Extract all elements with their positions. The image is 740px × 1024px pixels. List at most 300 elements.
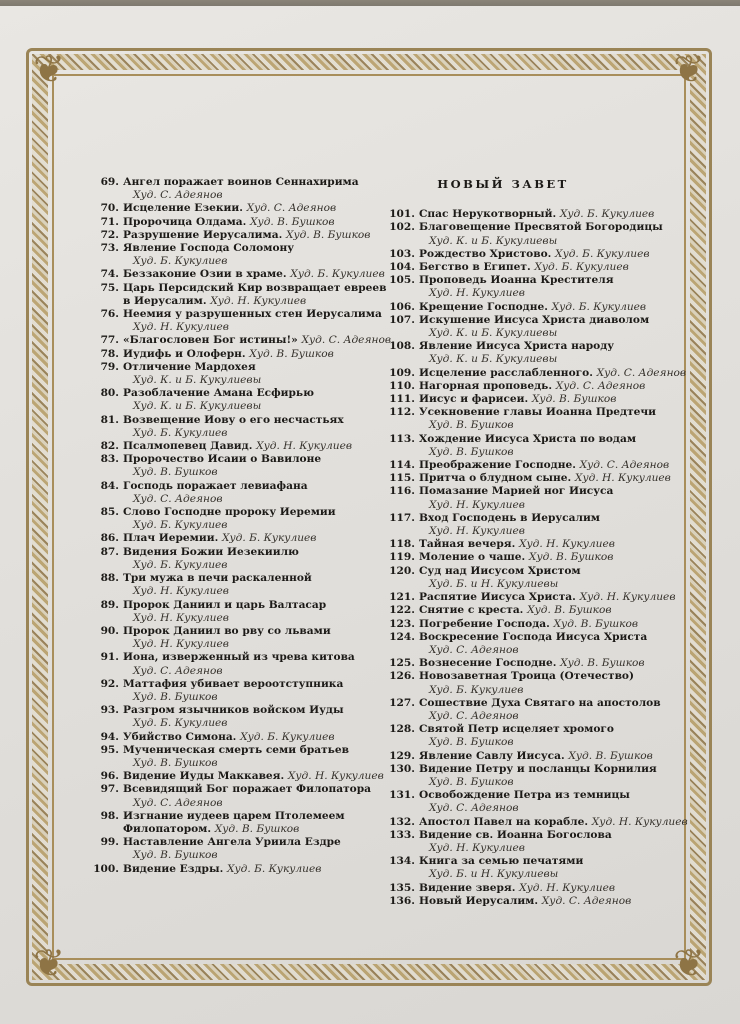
entry-number: 110. [389, 379, 415, 392]
entry-number: 75. [100, 281, 119, 294]
list-item [388, 393, 688, 406]
list-item [388, 604, 688, 617]
list-item [92, 216, 392, 229]
entry-title: Разоблачение Амана Есфирью [123, 387, 314, 400]
list-item [92, 651, 392, 677]
list-item [388, 512, 688, 538]
entry-artist: Худ. С. Адеянов [301, 334, 391, 347]
list-item [388, 723, 688, 749]
frame-corner-ornament: ❦ [673, 941, 705, 985]
entry-title: Новозаветная Троица (Отечество) [419, 670, 635, 683]
entry-title: Воскресение Господа Иисуса Христа [419, 630, 648, 643]
entry-second-line [419, 578, 688, 591]
entry-title: Видение Петру и посланцы Корнилия [419, 762, 657, 775]
list-item [388, 340, 688, 366]
entry-title: Убийство Симона. [123, 730, 241, 743]
list-item [388, 829, 688, 855]
list-item [92, 480, 392, 506]
entry-text [419, 750, 688, 763]
entry-title: Видения Божии Иезекиилю [123, 545, 299, 558]
entry-text [419, 380, 688, 393]
entry-artist: Худ. В. Бушков [568, 749, 653, 762]
entry-second-line [419, 710, 688, 723]
entry-artist: Худ. Б. Кукулиев [429, 683, 524, 696]
entry-artist: Худ. В. Бушков [133, 849, 218, 862]
entry-number: 104. [389, 261, 415, 274]
list-item [388, 565, 688, 591]
entry-number: 102. [389, 221, 415, 234]
entry-artist: Худ. Б. Кукулиев [133, 717, 228, 730]
entry-title: Отличение Мардохея [123, 360, 256, 373]
entry-title: Помазание Марией ног Иисуса [419, 485, 614, 498]
entry-number: 125. [389, 657, 415, 670]
entry-second-line [123, 665, 392, 678]
entry-text [419, 301, 688, 314]
entry-title: Наставление Ангела Уриила Ездре [123, 836, 341, 849]
entry-number: 126. [389, 670, 415, 683]
entry-second-line [123, 585, 392, 598]
entry-artist: Худ. Б. Кукулиев [221, 532, 317, 545]
entry-text [123, 414, 392, 440]
entry-text [419, 895, 688, 908]
entry-second-line [123, 466, 392, 479]
entry-title: Моление о чаше. [419, 551, 529, 564]
entry-artist: Худ. С. Адеянов [596, 366, 687, 379]
entry-text [419, 472, 688, 485]
entry-text [419, 763, 688, 789]
list-item [388, 261, 688, 274]
entry-second-line [123, 400, 392, 413]
entry-number: 78. [100, 347, 119, 360]
list-item [388, 657, 688, 670]
entry-second-line [419, 499, 688, 512]
entry-title: Суд над Иисусом Христом [419, 564, 581, 577]
entry-artist: Худ. С. Адеянов [133, 664, 223, 677]
list-item [388, 855, 688, 881]
entry-artist: Худ. Н. Кукулиев [429, 841, 525, 854]
entry-artist: Худ. С. Адеянов [429, 643, 519, 656]
entry-title: Освобождение Петра из темницы [419, 789, 630, 802]
entry-title: Тайная вечеря. [419, 538, 519, 551]
list-item [388, 618, 688, 631]
entry-second-line [419, 419, 688, 432]
entry-second-line [123, 757, 392, 770]
entry-text [419, 604, 688, 617]
entry-title: Усекновение главы Иоанна Предтечи [419, 406, 657, 419]
entry-artist: Худ. Б. и Н. Кукулиевы [429, 868, 559, 881]
entry-number: 113. [389, 432, 415, 445]
list-item [92, 731, 392, 744]
entry-text [419, 618, 688, 631]
entry-artist: Худ. В. Бушков [429, 445, 514, 458]
entry-text [419, 261, 688, 274]
entry-artist: Худ. Н. Кукулиев [574, 472, 671, 485]
entry-title: Видение Ездры. [123, 862, 227, 875]
list-item [92, 810, 392, 836]
entry-number: 109. [389, 366, 415, 379]
list-item [388, 763, 688, 789]
entry-second-line [123, 691, 392, 704]
entry-text [123, 348, 392, 361]
entry-second-line [123, 519, 392, 532]
entry-text [419, 697, 688, 723]
entry-number: 94. [100, 730, 119, 743]
entry-second-line [123, 295, 392, 308]
list-item [388, 750, 688, 763]
entry-text [123, 176, 392, 202]
list-item [92, 704, 392, 730]
entry-title: Неемия у разрушенных стен Иерусалима [123, 308, 382, 321]
entry-second-line [419, 525, 688, 538]
entry-title: Маттафия убивает вероотступника [123, 677, 344, 690]
entry-text [123, 229, 392, 242]
entry-title: Вход Господень в Иерусалим [419, 511, 600, 524]
entry-text [419, 485, 688, 511]
entry-number: 136. [389, 894, 415, 907]
entry-text [419, 855, 688, 881]
entry-number: 88. [100, 572, 119, 585]
entry-text [123, 532, 392, 545]
entry-title: Беззаконие Озии в храме. [123, 268, 291, 281]
entry-number: 117. [389, 511, 415, 524]
list-item [388, 472, 688, 485]
entry-number: 69. [100, 176, 119, 188]
entry-number: 99. [100, 836, 119, 849]
entry-text [123, 506, 392, 532]
entry-number: 118. [389, 538, 415, 551]
entry-text [123, 440, 392, 453]
entry-number: 101. [389, 208, 415, 221]
entry-text [123, 387, 392, 413]
entry-title: Пророк Даниил во рву со львами [123, 624, 331, 637]
list-item [92, 348, 392, 361]
entry-title: Псалмопевец Давид. [123, 440, 257, 453]
entry-artist: Худ. С. Адеянов [579, 459, 670, 472]
list-item [92, 532, 392, 545]
list-item [388, 459, 688, 472]
entry-text [419, 433, 688, 459]
list-item [92, 361, 392, 387]
list-item [388, 485, 688, 511]
entry-text [123, 863, 392, 876]
entry-number: 74. [100, 268, 119, 281]
entry-title: Рождество Христово. [419, 247, 556, 260]
entry-title: Пророчество Исаии о Вавилоне [123, 453, 322, 466]
entry-title: Преображение Господне. [419, 459, 580, 472]
entry-number: 131. [389, 789, 415, 802]
entry-artist: Худ. В. Бушков [429, 736, 514, 749]
frame-corner-ornament: ❦ [673, 47, 705, 91]
entry-number: 127. [389, 696, 415, 709]
entry-title: Плач Иеремии. [123, 532, 222, 545]
entry-artist: Худ. Б. Кукулиев [551, 300, 647, 313]
list-item [92, 770, 392, 783]
entry-title: Явление Иисуса Христа народу [419, 340, 615, 353]
list-item [388, 895, 688, 908]
entry-second-line [123, 255, 392, 268]
list-item [388, 301, 688, 314]
entry-text [123, 202, 392, 215]
entry-artist: Худ. Н. Кукулиев [133, 611, 229, 624]
entry-title: Бегство в Египет. [419, 261, 535, 274]
entry-title: Пророчица Олдама. [123, 215, 251, 228]
entry-title: Апостол Павел на корабле. [419, 815, 592, 828]
list-item [92, 863, 392, 876]
entry-second-line [419, 287, 688, 300]
entry-text [123, 334, 392, 347]
section-heading: НОВЫЙ ЗАВЕТ [437, 177, 569, 191]
entry-second-line [419, 644, 688, 657]
entry-second-line [419, 353, 688, 366]
entry-title: Исцеление расслабленного. [419, 366, 597, 379]
entry-artist: Худ. С. Адеянов [133, 189, 223, 202]
entry-second-line [123, 849, 392, 862]
entry-artist: Худ. С. Адеянов [429, 802, 519, 815]
list-item [388, 367, 688, 380]
entry-second-line [123, 493, 392, 506]
entry-number: 85. [100, 506, 119, 519]
entry-artist: Худ. К. и Б. Кукулиевы [429, 234, 558, 247]
list-item [388, 551, 688, 564]
entry-text [123, 572, 392, 598]
entry-number: 95. [100, 743, 119, 756]
list-item [92, 308, 392, 334]
entry-number: 124. [389, 630, 415, 643]
entry-text [419, 789, 688, 815]
entry-number: 70. [100, 202, 119, 215]
entry-text [419, 248, 688, 261]
entry-text [419, 816, 688, 829]
entry-title-continued: Филопатором. [123, 822, 215, 835]
entry-title: Распятие Иисуса Христа. [419, 591, 580, 604]
entry-number: 111. [389, 393, 415, 406]
entry-title: Видение Иуды Маккавея. [123, 770, 288, 783]
entry-text [419, 538, 688, 551]
entry-artist: Худ. В. Бушков [133, 756, 218, 769]
entry-artist: Худ. Н. Кукулиев [287, 770, 384, 783]
entry-text [419, 512, 688, 538]
entry-text [123, 480, 392, 506]
entry-number: 84. [100, 479, 119, 492]
list-item [388, 538, 688, 551]
entry-artist: Худ. Н. Кукулиев [579, 591, 676, 604]
entry-text [123, 308, 392, 334]
entry-title: Спас Нерукотворный. [419, 208, 560, 221]
entry-artist: Худ. В. Бушков [531, 393, 617, 406]
entry-number: 114. [389, 459, 415, 472]
entry-artist: Худ. С. Адеянов [555, 379, 646, 392]
entry-title: Вознесение Господне. [419, 657, 561, 670]
entry-second-line [419, 802, 688, 815]
entry-number: 108. [389, 340, 415, 353]
entry-text [123, 242, 392, 268]
entry-second-line [123, 717, 392, 730]
entry-number: 135. [389, 881, 415, 894]
entry-artist: Худ. В. Бушков [560, 657, 645, 670]
list-item [92, 625, 392, 651]
entry-title-continued: в Иерусалим. [123, 294, 211, 307]
list-item [388, 631, 688, 657]
entry-artist: Худ. В. Бушков [429, 419, 514, 432]
list-item [92, 678, 392, 704]
entry-number: 89. [100, 598, 119, 611]
entry-title: Разгром язычников войском Иуды [123, 704, 344, 717]
list-item [388, 789, 688, 815]
entry-text [419, 657, 688, 670]
entry-second-line [123, 559, 392, 572]
entry-number: 73. [100, 242, 119, 255]
entry-title: Явление Савлу Иисуса. [419, 749, 569, 762]
entry-title: Царь Персидский Кир возвращает евреев [123, 281, 387, 294]
entry-artist: Худ. К. и Б. Кукулиевы [133, 400, 262, 413]
list-item [388, 882, 688, 895]
entry-number: 106. [389, 300, 415, 313]
entry-number: 98. [100, 809, 119, 822]
list-item [388, 208, 688, 221]
list-item [92, 744, 392, 770]
entry-text [419, 221, 688, 247]
entry-number: 80. [100, 387, 119, 400]
entry-artist: Худ. Н. Кукулиев [210, 294, 307, 307]
entry-artist: Худ. В. Бушков [527, 604, 612, 617]
entry-artist: Худ. В. Бушков [133, 690, 218, 703]
entry-text [123, 268, 392, 281]
list-item [92, 268, 392, 281]
entry-title: Исцеление Езекии. [123, 202, 247, 215]
entry-artist: Худ. К. и Б. Кукулиевы [429, 327, 558, 340]
entry-number: 96. [100, 770, 119, 783]
entry-text [419, 314, 688, 340]
entry-second-line [123, 374, 392, 387]
entry-title: «Благословен Бог истины!» [123, 334, 302, 347]
entry-artist: Худ. К. и Б. Кукулиевы [133, 374, 262, 387]
entry-number: 83. [100, 453, 119, 466]
entry-artist: Худ. Б. Кукулиев [226, 862, 322, 875]
entry-artist: Худ. Б. Кукулиев [133, 426, 228, 439]
entry-title: Сошествие Духа Святаго на апостолов [419, 696, 661, 709]
entry-number: 90. [100, 624, 119, 637]
entry-artist: Худ. В. Бушков [553, 617, 639, 630]
list-item [92, 414, 392, 440]
entry-text [419, 670, 688, 696]
entry-second-line [123, 427, 392, 440]
entry-second-line [419, 235, 688, 248]
entry-number: 120. [389, 564, 415, 577]
new-testament-list [388, 208, 688, 908]
entry-artist: Худ. Н. Кукулиев [133, 585, 229, 598]
entry-number: 76. [100, 308, 119, 321]
list-item [388, 406, 688, 432]
entry-title: Святой Петр исцеляет хромого [419, 723, 614, 736]
entry-second-line [419, 776, 688, 789]
entry-title: Слово Господне пророку Иеремии [123, 506, 336, 519]
entry-title: Пророк Даниил и царь Валтасар [123, 598, 327, 611]
entry-text [123, 599, 392, 625]
entry-number: 103. [389, 247, 415, 260]
list-item [92, 242, 392, 268]
entry-artist: Худ. Б. Кукулиев [133, 558, 228, 571]
entry-title: Снятие с креста. [419, 604, 528, 617]
entry-artist: Худ. Б. Кукулиев [534, 261, 629, 274]
entry-text [123, 783, 392, 809]
entry-text [419, 631, 688, 657]
entry-title: Новый Иерусалим. [419, 894, 542, 907]
entry-second-line [123, 797, 392, 810]
entry-title: Иисус и фарисеи. [419, 393, 532, 406]
entry-artist: Худ. К. и Б. Кукулиевы [429, 353, 558, 366]
entry-title: Разрушение Иерусалима. [123, 228, 286, 241]
entry-artist: Худ. Н. Кукулиев [519, 881, 616, 894]
entry-number: 115. [389, 472, 415, 485]
entry-number: 87. [100, 545, 119, 558]
list-item [388, 591, 688, 604]
entry-text [123, 282, 392, 308]
entry-title: Господь поражает левиафана [123, 479, 308, 492]
entry-second-line [419, 842, 688, 855]
list-item [388, 670, 688, 696]
entry-title: Нагорная проповедь. [419, 379, 556, 392]
entry-title: Три мужа в печи раскаленной [123, 572, 312, 585]
entry-number: 133. [389, 828, 415, 841]
list-item [388, 274, 688, 300]
entry-artist: Худ. В. Бушков [429, 775, 514, 788]
entry-text [123, 678, 392, 704]
entry-artist: Худ. В. Бушков [250, 215, 335, 228]
entry-second-line [419, 684, 688, 697]
entry-artist: Худ. Б. Кукулиев [559, 208, 655, 221]
entry-second-line [123, 321, 392, 334]
list-item [388, 433, 688, 459]
entry-artist: Худ. В. Бушков [528, 551, 614, 564]
list-item [92, 202, 392, 215]
entry-text [123, 453, 392, 479]
list-item [92, 836, 392, 862]
entry-title: Искушение Иисуса Христа диаволом [419, 313, 650, 326]
entry-number: 72. [100, 228, 119, 241]
list-item [92, 229, 392, 242]
entry-artist: Худ. С. Адеянов [429, 709, 519, 722]
entry-artist: Худ. В. Бушков [133, 466, 218, 479]
entry-artist: Худ. Н. Кукулиев [133, 638, 229, 651]
list-item [92, 572, 392, 598]
list-item [92, 506, 392, 532]
entry-second-line [123, 189, 392, 202]
entry-second-line [123, 823, 392, 836]
entry-title: Иона, изверженный из чрева китова [123, 651, 355, 664]
old-testament-column [92, 176, 392, 876]
entry-title: Изгнание иудеев царем Птолемеем [123, 809, 345, 822]
entry-text [123, 651, 392, 677]
entry-number: 123. [389, 617, 415, 630]
entry-second-line [419, 736, 688, 749]
entry-title: Погребение Господа. [419, 617, 554, 630]
list-item [92, 546, 392, 572]
entry-title: Всевидящий Бог поражает Филопатора [123, 783, 372, 796]
entry-text [419, 551, 688, 564]
entry-text [123, 216, 392, 229]
entry-text [123, 546, 392, 572]
entry-number: 82. [100, 440, 119, 453]
entry-second-line [123, 612, 392, 625]
entry-artist: Худ. Б. Кукулиев [133, 255, 228, 268]
entry-title: Иудифь и Олоферн. [123, 347, 250, 360]
entry-text [123, 836, 392, 862]
entry-number: 93. [100, 704, 119, 717]
entry-title: Видение св. Иоанна Богослова [419, 828, 612, 841]
entry-second-line [123, 638, 392, 651]
entry-text [419, 274, 688, 300]
entry-artist: Худ. Б. и Н. Кукулиевы [429, 577, 559, 590]
